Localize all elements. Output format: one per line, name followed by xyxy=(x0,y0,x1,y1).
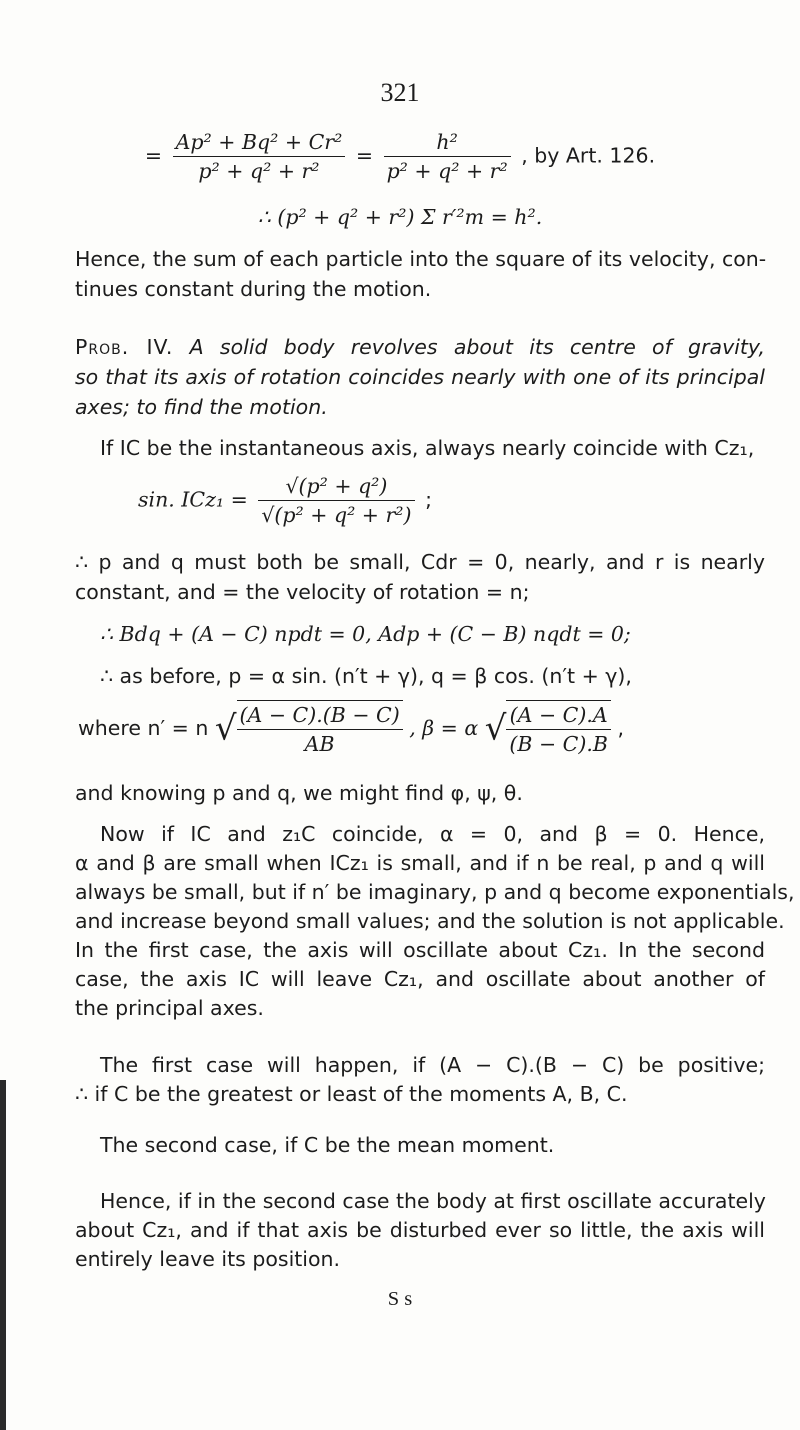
fraction-moments xyxy=(173,128,346,185)
fraction-denominator: p² + q² + r² xyxy=(386,159,508,183)
equation-solution: ∴ as before, p = α sin. (n′t + γ), q = β cos. (n′t + γ), xyxy=(100,664,632,688)
fraction-denominator: (B − C).B xyxy=(509,732,608,756)
problem-text-line: axes; to find the motion. xyxy=(75,395,328,419)
fraction-sine xyxy=(258,472,414,529)
problem-text-line: so that its axis of rotation coincides nearly with one of its principal xyxy=(75,365,765,389)
paragraph-line: entirely leave its position. xyxy=(75,1247,341,1271)
equation-tail: , xyxy=(617,716,624,740)
fraction-numerator: (A − C).(B − C) xyxy=(237,701,403,730)
fraction-numerator: Ap² + Bq² + Cr² xyxy=(173,128,346,157)
problem-label: Prob. IV. xyxy=(75,335,174,359)
equation-where xyxy=(78,700,768,758)
paragraph-line: constant, and = the velocity of rotation = n; xyxy=(75,580,530,604)
equation-tail: ; xyxy=(425,487,432,512)
paragraph-line: Now if IC and z₁C coincide, α = 0, and β = 0. Hence, xyxy=(100,822,765,846)
paragraph-line: and knowing p and q, we might find φ, ψ, θ. xyxy=(75,781,523,805)
equation-where-lhs: where n′ = n xyxy=(78,716,209,740)
fraction-denominator: √(p² + q² + r²) xyxy=(261,503,412,527)
equation-where-mid: , β = α xyxy=(409,716,479,740)
equation-sine xyxy=(138,472,638,529)
paragraph-line: about Cz₁, and if that axis be disturbed ever so little, the axis will xyxy=(75,1218,765,1242)
paragraph-line: Hence, if in the second case the body at first oscillate accurately xyxy=(100,1189,766,1213)
fraction-numerator: √(p² + q²) xyxy=(258,472,414,501)
paragraph-line: In the first case, the axis will oscillate about Cz₁. In the second xyxy=(75,938,765,962)
fraction-denominator: p² + q² + r² xyxy=(198,159,320,183)
problem-text: A solid body revolves about its centre of gravity, xyxy=(189,335,765,359)
fraction-h-squared xyxy=(384,128,511,185)
equation-lhs: sin. ICz₁ = xyxy=(138,487,248,512)
equation-sum-velocity: ∴ (p² + q² + r²) Σ r′²m = h². xyxy=(257,205,543,229)
page-number: 321 xyxy=(380,78,420,107)
paragraph-line: always be small, but if n′ be imaginary, p and q become exponentials, xyxy=(75,880,795,904)
paragraph-line: ∴ p and q must both be small, Cdr = 0, nearly, and r is nearly xyxy=(75,550,765,574)
paragraph-line: the principal axes. xyxy=(75,996,264,1020)
paragraph-line: ∴ if C be the greatest or least of the moments A, B, C. xyxy=(75,1082,628,1106)
fraction-denominator: AB xyxy=(304,732,335,756)
radical-beta: √ $\frac{(A - C).A}{(B - C).B}$ xyxy=(485,700,611,758)
paragraph-line: Hence, the sum of each particle into the square of its velocity, con- xyxy=(75,247,767,271)
fraction-numerator: h² xyxy=(384,128,511,157)
article-reference: , by Art. 126. xyxy=(521,143,656,168)
equation-energy-ratio: = $\frac{\text{Ap² + Bq² + Cr²}}{\text{p² + q² + r²}}$ = $\frac{\text{h²}}{\text{p² + q² + r²}}$ , by Art. 126. xyxy=(144,130,656,183)
equation-differential: ∴ Bdq + (A − C) npdt = 0, Adp + (C − B) nqdt = 0; xyxy=(100,622,631,646)
radical-n-prime: √ $\frac{(A - C).(B - C)}{AB}$ xyxy=(215,700,403,758)
paragraph-line: If IC be the instantaneous axis, always nearly coincide with Cz₁, xyxy=(100,436,755,460)
paragraph-line: α and β are small when ICz₁ is small, and if n be real, p and q will xyxy=(75,851,765,875)
paragraph-line: and increase beyond small values; and the solution is not applicable. xyxy=(75,909,785,933)
page-edge-shadow xyxy=(0,1080,6,1430)
paragraph-line: The second case, if C be the mean moment. xyxy=(100,1133,555,1157)
problem-heading xyxy=(75,333,765,362)
fraction-numerator: (A − C).A xyxy=(506,701,611,730)
paragraph-line: The first case will happen, if (A − C).(B − C) be positive; xyxy=(100,1053,765,1077)
paragraph-line: tinues constant during the motion. xyxy=(75,277,432,301)
signature-mark: S s xyxy=(387,1288,413,1310)
paragraph-line: case, the axis IC will leave Cz₁, and oscillate about another of xyxy=(75,967,765,991)
